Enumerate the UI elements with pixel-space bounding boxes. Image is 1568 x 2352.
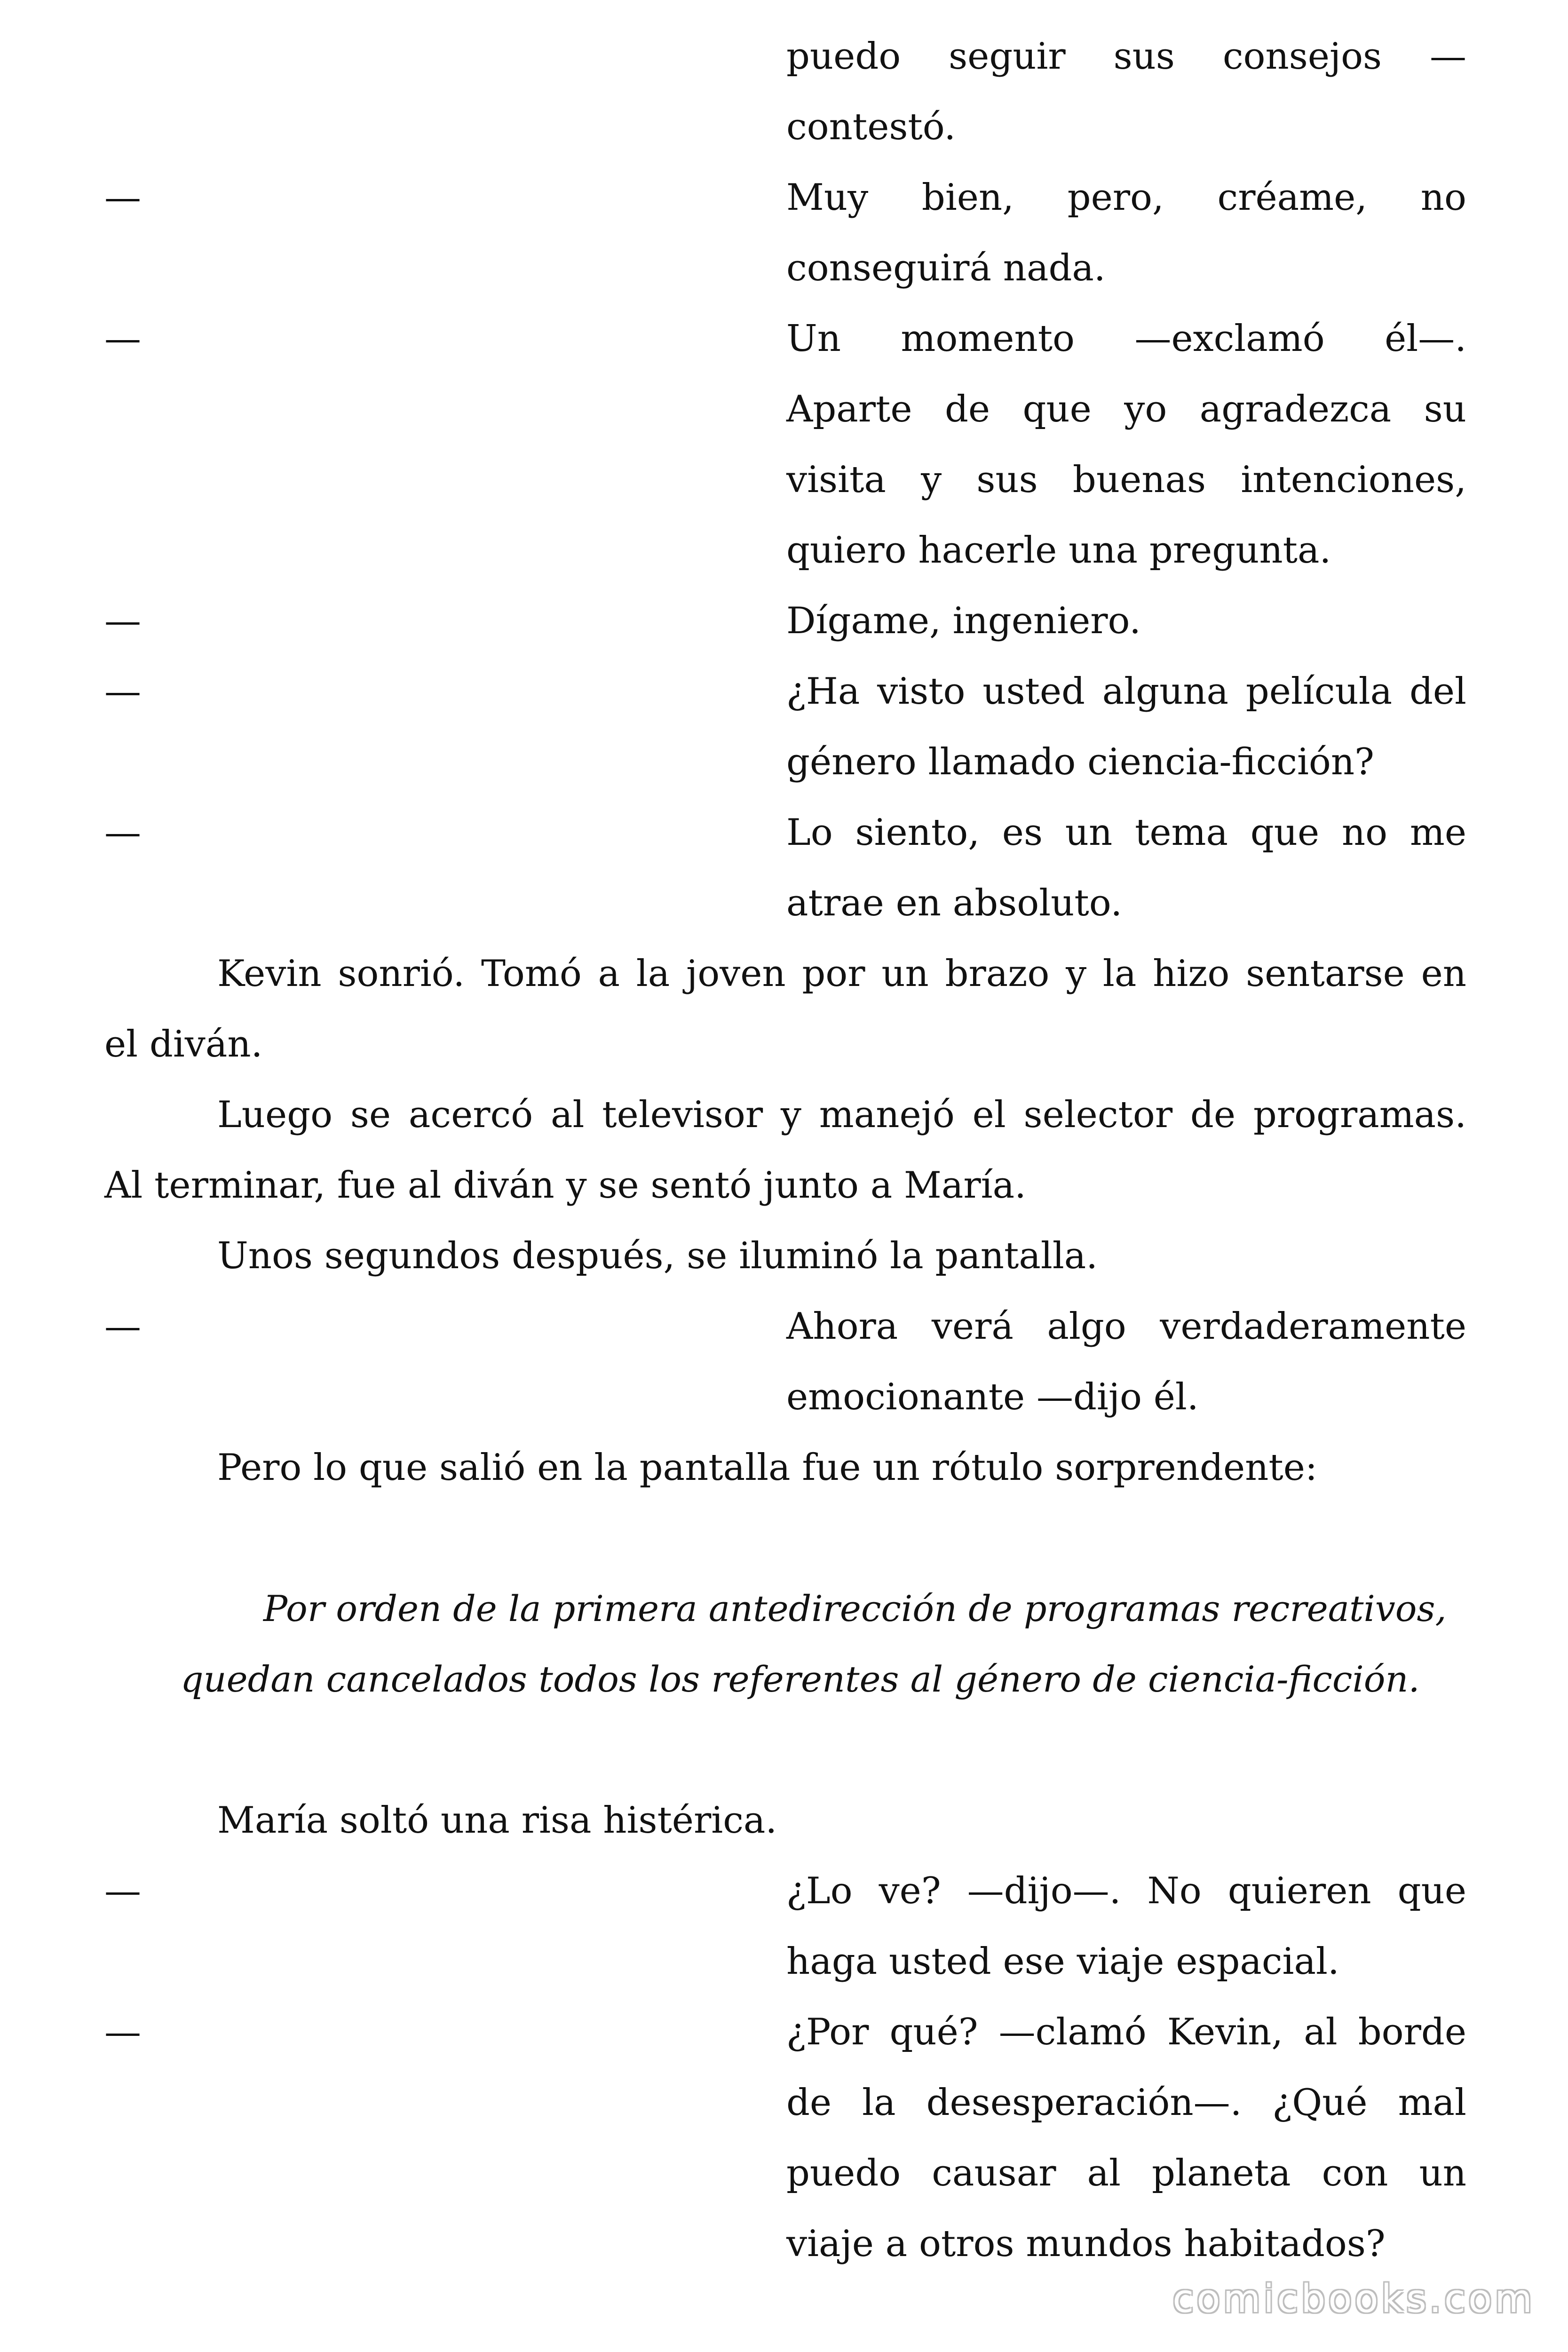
text-line: Por orden de la primera antedirección de programas recreativos, (263, 1588, 1447, 1629)
dialogue-dash: — (104, 318, 141, 360)
screen-sign-quote (104, 1573, 1466, 1715)
dialogue-dash: — (104, 1305, 141, 1348)
text-line: haga usted ese viaje espacial. (786, 1940, 1339, 1983)
dialogue-block (786, 1291, 1466, 1432)
dialogue-block (786, 656, 1466, 797)
text-line: Lo siento, es un tema que no me (786, 811, 1466, 854)
text-line: Ahora verá algo verdaderamente (786, 1305, 1466, 1348)
dialogue-block (786, 21, 1466, 162)
text-line: visita y sus buenas intenciones, (786, 459, 1466, 501)
dialogue-block (786, 162, 1466, 303)
narrative-paragraph (104, 938, 1466, 1080)
text-line: Aparte de que yo agradezca su (786, 388, 1466, 430)
text-line: ¿Lo ve? —dijo—. No quieren que (786, 1870, 1466, 1912)
text-line: género llamado ciencia-ficción? (786, 741, 1374, 783)
dialogue-block (786, 1856, 1466, 1997)
dialogue-dash: — (104, 811, 141, 854)
text-line: conseguirá nada. (786, 247, 1106, 289)
text-line: emocionante —dijo él. (786, 1376, 1199, 1418)
text-line: ¿Ha visto usted alguna película del (786, 670, 1466, 713)
dialogue-dash: — (104, 670, 141, 713)
text-line: de la desesperación—. ¿Qué mal (786, 2082, 1466, 2124)
dialogue-block (786, 303, 1466, 586)
text-line: ¿Por qué? —clamó Kevin, al borde (786, 2011, 1466, 2053)
text-line: puedo seguir sus consejos — (786, 35, 1466, 78)
narrative-paragraph (104, 1785, 1466, 1856)
text-line: Al terminar, fue al diván y se sentó junto a María. (104, 1164, 1026, 1207)
text-line: atrae en absoluto. (786, 882, 1123, 924)
text-line: viaje a otros mundos habitados? (786, 2223, 1386, 2265)
text-line: Un momento —exclamó él—. (786, 318, 1466, 360)
narrative-paragraph (104, 1432, 1466, 1503)
text-line: quedan cancelados todos los referentes al género de ciencia-ficción. (181, 1658, 1420, 1700)
text-line: contestó. (786, 106, 956, 148)
watermark: comicbooks.com (1172, 2277, 1535, 2321)
dialogue-dash: — (104, 2011, 141, 2053)
dialogue-block (786, 1997, 1466, 2279)
narrative-paragraph (104, 1080, 1466, 1221)
text-line: Unos segundos después, se iluminó la pantalla. (217, 1235, 1098, 1277)
dialogue-dash: — (104, 1870, 141, 1912)
text-line: Luego se acercó al televisor y manejó el selector de programas. (217, 1094, 1466, 1136)
text-line: María soltó una risa histérica. (217, 1799, 777, 1842)
text-line: puedo causar al planeta con un (786, 2152, 1466, 2194)
dialogue-dash: — (104, 600, 141, 642)
narrative-paragraph (104, 1221, 1466, 1291)
text-line: Muy bien, pero, créame, no (786, 176, 1466, 219)
dialogue-block (786, 797, 1466, 938)
text-line: Pero lo que salió en la pantalla fue un rótulo sorprendente: (217, 1446, 1318, 1489)
text-line: quiero hacerle una pregunta. (786, 529, 1331, 572)
dialogue-block (786, 586, 1466, 656)
text-line: Kevin sonrió. Tomó a la joven por un brazo y la hizo sentarse en (217, 953, 1466, 995)
dialogue-dash: — (104, 176, 141, 219)
text-line: Dígame, ingeniero. (786, 600, 1141, 642)
text-line: el diván. (104, 1023, 263, 1065)
